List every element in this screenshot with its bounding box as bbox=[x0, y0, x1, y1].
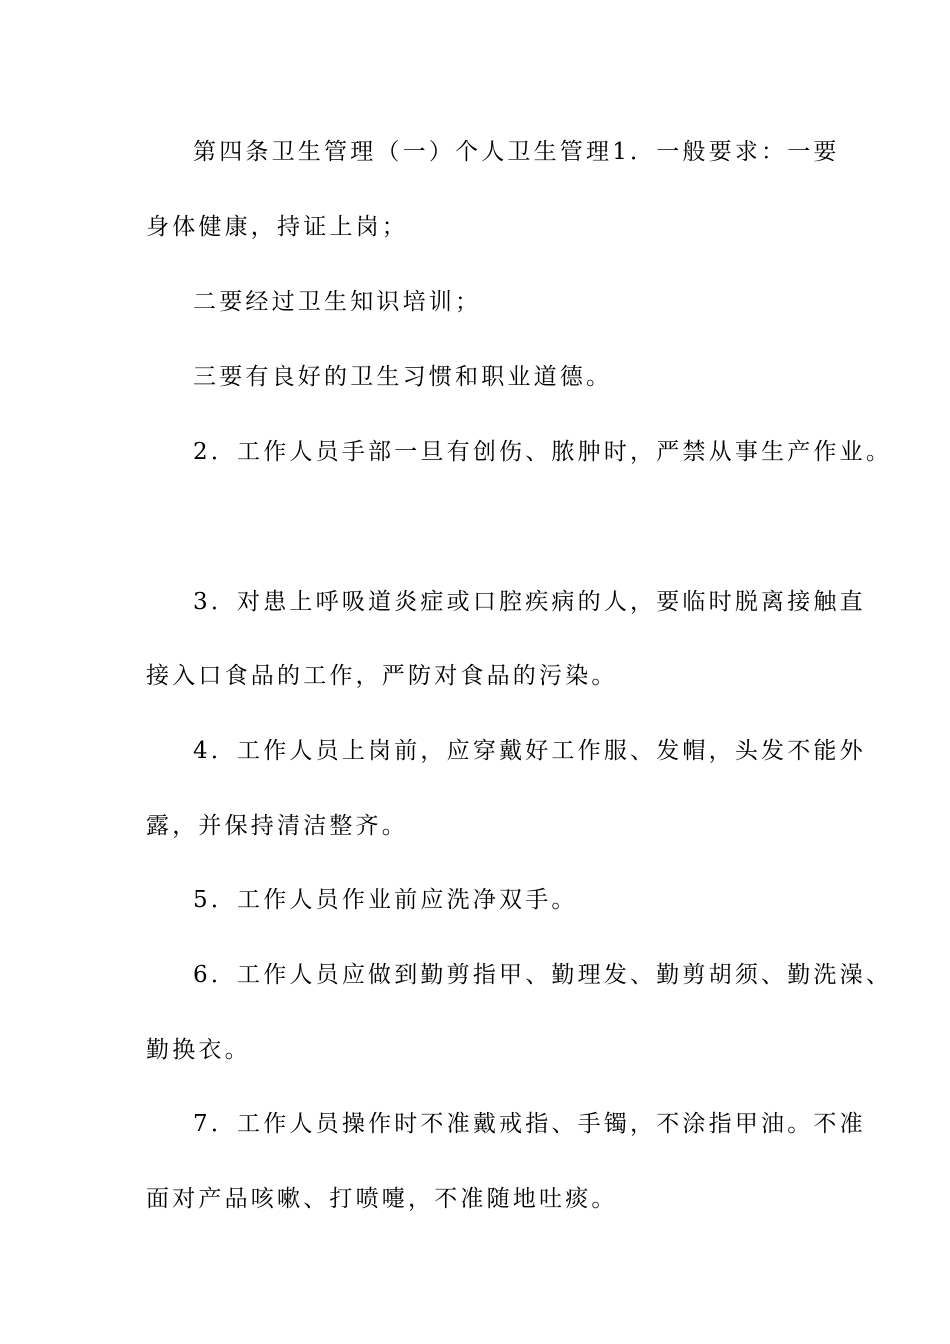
paragraph-line: 7．工作人员操作时不准戴戒指、手镯，不涂指甲油。不准 bbox=[193, 1111, 866, 1137]
paragraph-line: 2．工作人员手部一旦有创伤、脓肿时，严禁从事生产作业。 bbox=[193, 439, 893, 465]
paragraph-line: 二要经过卫生知识培训； bbox=[193, 289, 482, 315]
paragraph-line: 3．对患上呼吸道炎症或口腔疾病的人，要临时脱离接触直 bbox=[193, 589, 866, 615]
paragraph-line: 4．工作人员上岗前，应穿戴好工作服、发帽，头发不能外 bbox=[193, 738, 866, 764]
paragraph-line: 身体健康，持证上岗； bbox=[146, 214, 408, 240]
paragraph-line: 三要有良好的卫生习惯和职业道德。 bbox=[193, 364, 613, 390]
paragraph-line: 勤换衣。 bbox=[146, 1037, 251, 1063]
paragraph-line: 露，并保持清洁整齐。 bbox=[146, 813, 408, 839]
paragraph-line: 接入口食品的工作，严防对食品的污染。 bbox=[146, 663, 618, 689]
paragraph-line: 6．工作人员应做到勤剪指甲、勤理发、勤剪胡须、勤洗澡、 bbox=[193, 962, 893, 988]
paragraph-line: 面对产品咳嗽、打喷嚏，不准随地吐痰。 bbox=[146, 1186, 618, 1212]
paragraph-line: 5．工作人员作业前应洗净双手。 bbox=[193, 887, 578, 913]
paragraph-line: 第四条卫生管理（一）个人卫生管理1．一般要求：一要 bbox=[193, 139, 840, 165]
